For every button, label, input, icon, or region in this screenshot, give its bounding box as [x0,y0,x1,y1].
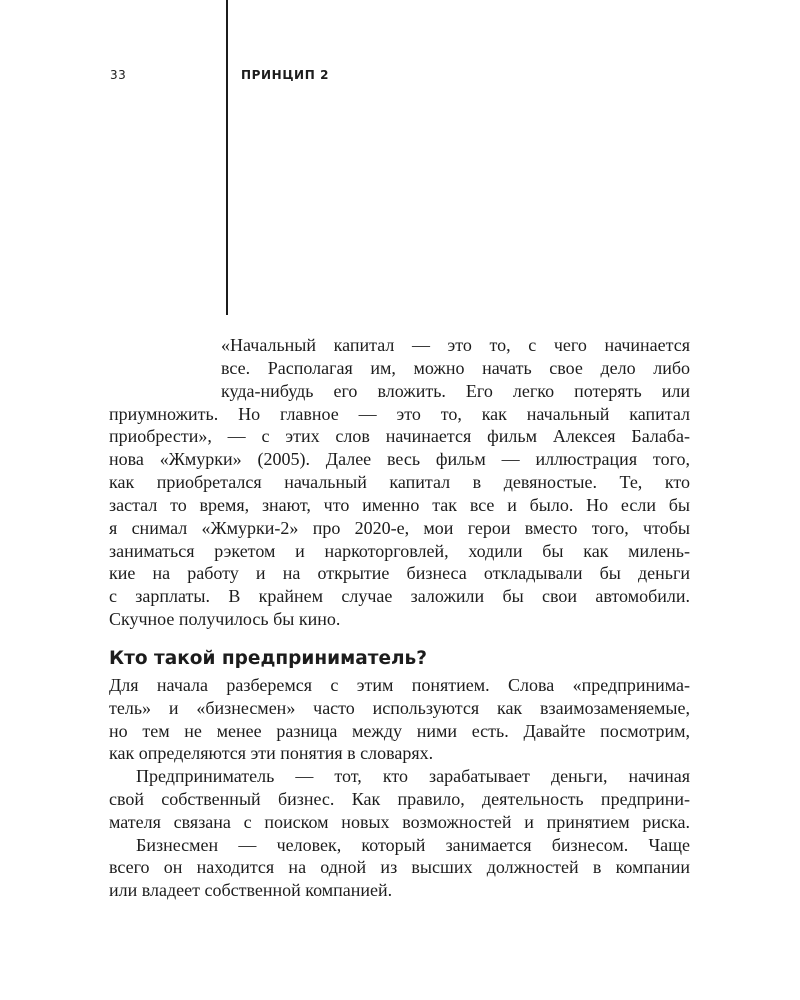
text-line: приумножить. Но главное — это то, как начальный капитал [109,404,690,424]
text-line: Предприниматель — тот, кто зарабатывает деньги, начиная [136,766,690,786]
text-line: приобрести», — с этих слов начинается фильм Алексея Балаба- [109,426,690,446]
text-line: все. Располагая им, можно начать свое дело либо [221,358,690,378]
text-line: Бизнесмен — человек, который занимается бизнесом. Чаще [136,835,690,855]
page-number: 33 [110,68,127,82]
text-line: с зарплаты. В крайнем случае заложили бы свои автомобили. [109,586,690,606]
vertical-rule [226,0,228,315]
text-line: заниматься рэкетом и наркоторговлей, ходили бы как милень- [109,541,690,561]
text-line: «Начальный капитал — это то, с чего начинается [221,335,690,355]
text-line: тель» и «бизнесмен» часто используются как взаимозаменяемые, [109,698,690,718]
text-line: как определяются эти понятия в словарях. [109,743,434,763]
running-head: ПРИНЦИП 2 [241,68,330,82]
text-line: куда-нибудь его вложить. Его легко потерять или [221,381,690,401]
text-line: Для начала разберемся с этим понятием. Слова «предпринима- [109,675,690,695]
text-line: или владеет собственной компанией. [109,880,393,900]
text-line: мателя связана с поиском новых возможностей и принятием риска. [109,812,690,832]
text-line: но тем не менее разница между ними есть. Давайте посмотрим, [109,721,690,741]
text-line: свой собственный бизнес. Как правило, деятельность предприни- [109,789,690,809]
text-line: Скучное получилось бы кино. [109,609,341,629]
text-line: кие на работу и на открытие бизнеса откладывали бы деньги [109,563,690,583]
text-line: застал то время, знают, что именно так все и было. Но если бы [109,495,690,515]
text-line: как приобретался начальный капитал в девяностые. Те, кто [109,472,690,492]
text-line: нова «Жмурки» (2005). Далее весь фильм — иллюстрация того, [109,449,690,469]
section-heading: Кто такой предприниматель? [109,648,427,669]
text-line: я снимал «Жмурки-2» про 2020-е, мои герои вместо того, чтобы [109,518,690,538]
text-line: всего он находится на одной из высших должностей в компании [109,857,690,877]
